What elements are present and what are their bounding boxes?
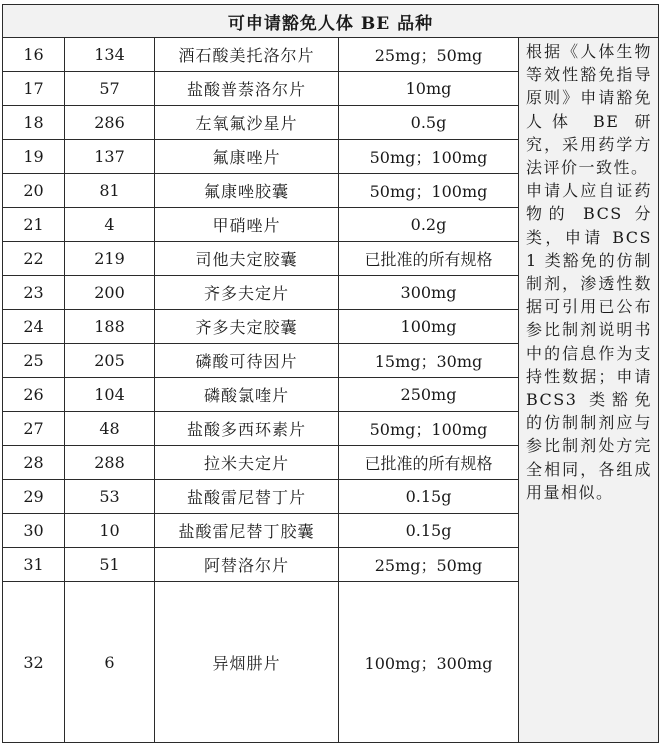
- table-title: 可申请豁免人体 BE 品种: [3, 5, 659, 38]
- drug-name-cell: 盐酸雷尼替丁胶囊: [155, 514, 339, 548]
- row-number-cell: 32: [3, 582, 65, 743]
- specification-cell: 0.5g: [339, 106, 519, 140]
- row-number-cell: 20: [3, 174, 65, 208]
- row-number-cell: 27: [3, 412, 65, 446]
- catalog-number-cell: 205: [65, 344, 155, 378]
- row-number-cell: 24: [3, 310, 65, 344]
- row-number-cell: 17: [3, 72, 65, 106]
- specification-cell: 25mg；50mg: [339, 548, 519, 582]
- row-number-cell: 26: [3, 378, 65, 412]
- row-number-cell: 22: [3, 242, 65, 276]
- catalog-number-cell: 286: [65, 106, 155, 140]
- drug-name-cell: 氟康唑胶囊: [155, 174, 339, 208]
- drug-name-cell: 齐多夫定片: [155, 276, 339, 310]
- row-number-cell: 23: [3, 276, 65, 310]
- requirement-note-cell: [519, 38, 659, 743]
- catalog-number-cell: 48: [65, 412, 155, 446]
- catalog-number-cell: 200: [65, 276, 155, 310]
- catalog-number-cell: 288: [65, 446, 155, 480]
- specification-cell: 已批准的所有规格: [339, 242, 519, 276]
- specification-cell: 0.15g: [339, 480, 519, 514]
- row-number-cell: 29: [3, 480, 65, 514]
- drug-name-cell: 拉米夫定片: [155, 446, 339, 480]
- catalog-number-cell: 57: [65, 72, 155, 106]
- specification-cell: 100mg: [339, 310, 519, 344]
- specification-cell: 50mg；100mg: [339, 174, 519, 208]
- catalog-number-cell: 134: [65, 38, 155, 72]
- drug-name-cell: 异烟肼片: [155, 582, 339, 743]
- catalog-number-cell: 104: [65, 378, 155, 412]
- table-body: [3, 38, 659, 743]
- drug-name-cell: 磷酸氯喹片: [155, 378, 339, 412]
- catalog-number-cell: 51: [65, 548, 155, 582]
- catalog-number-cell: 137: [65, 140, 155, 174]
- drug-name-cell: 磷酸可待因片: [155, 344, 339, 378]
- specification-cell: 50mg；100mg: [339, 412, 519, 446]
- catalog-number-cell: 81: [65, 174, 155, 208]
- specification-cell: 10mg: [339, 72, 519, 106]
- drug-name-cell: 阿替洛尔片: [155, 548, 339, 582]
- specification-cell: 300mg: [339, 276, 519, 310]
- drug-name-cell: 盐酸雷尼替丁片: [155, 480, 339, 514]
- catalog-number-cell: 188: [65, 310, 155, 344]
- row-number-cell: 30: [3, 514, 65, 548]
- row-number-cell: 19: [3, 140, 65, 174]
- catalog-number-cell: 219: [65, 242, 155, 276]
- specification-cell: 50mg；100mg: [339, 140, 519, 174]
- drug-name-cell: 甲硝唑片: [155, 208, 339, 242]
- specification-cell: 已批准的所有规格: [339, 446, 519, 480]
- be-waiver-table: [2, 4, 659, 743]
- drug-name-cell: 盐酸普萘洛尔片: [155, 72, 339, 106]
- row-number-cell: 18: [3, 106, 65, 140]
- table-row: [3, 38, 659, 72]
- catalog-number-cell: 53: [65, 480, 155, 514]
- specification-cell: 15mg；30mg: [339, 344, 519, 378]
- specification-cell: 0.15g: [339, 514, 519, 548]
- drug-name-cell: 齐多夫定胶囊: [155, 310, 339, 344]
- specification-cell: 0.2g: [339, 208, 519, 242]
- drug-name-cell: 氟康唑片: [155, 140, 339, 174]
- note-paragraph-guideline: 根据《人体生物等效性豁免指导原则》申请豁免人体 BE 研究，采用药学方法评价一致性。: [526, 42, 652, 178]
- drug-name-cell: 左氧氟沙星片: [155, 106, 339, 140]
- row-number-cell: 28: [3, 446, 65, 480]
- row-number-cell: 16: [3, 38, 65, 72]
- drug-name-cell: 酒石酸美托洛尔片: [155, 38, 339, 72]
- drug-name-cell: 司他夫定胶囊: [155, 242, 339, 276]
- specification-cell: 250mg: [339, 378, 519, 412]
- row-number-cell: 31: [3, 548, 65, 582]
- row-number-cell: 25: [3, 344, 65, 378]
- catalog-number-cell: 6: [65, 582, 155, 743]
- catalog-number-cell: 10: [65, 514, 155, 548]
- specification-cell: 25mg；50mg: [339, 38, 519, 72]
- row-number-cell: 21: [3, 208, 65, 242]
- drug-name-cell: 盐酸多西环素片: [155, 412, 339, 446]
- specification-cell: 100mg；300mg: [339, 582, 519, 743]
- catalog-number-cell: 4: [65, 208, 155, 242]
- note-paragraph-bcs: 申请人应自证药物的 BCS 分类，申请 BCS1 类豁免的仿制制剂，渗透性数据可引用已公布参比制剂说明书中的信息作为支持性数据；申请 BCS3 类豁免的仿制制剂应与参比制剂处方完全相同，各组成用量相似。: [526, 181, 652, 502]
